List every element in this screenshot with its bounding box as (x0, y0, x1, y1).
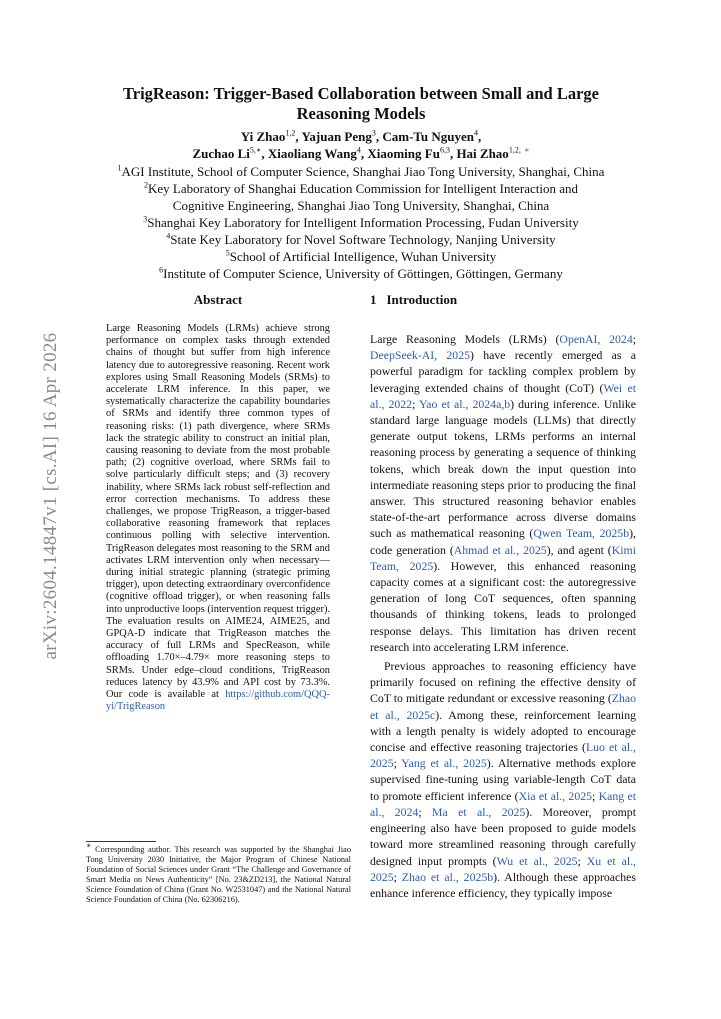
paper-title (86, 84, 636, 124)
code-link[interactable]: https://github.com/QQQ-yi/TrigReason (106, 689, 330, 713)
affiliation-line (70, 248, 652, 265)
citation-link[interactable]: Xu et al., 2025 (370, 853, 636, 884)
footnote-rule (86, 841, 156, 842)
authors-line-1 (86, 128, 636, 145)
authors-line-2 (86, 145, 636, 162)
intro-text: ; (393, 756, 402, 771)
citation-link[interactable]: Ma et al., 2025 (432, 804, 526, 819)
intro-text: ; (577, 853, 587, 868)
arxiv-stamp (36, 303, 66, 689)
footnote (86, 841, 351, 904)
author-affil-mark: 4 (356, 145, 361, 155)
intro-text: ). Moreover, prompt engineering also have been proposed to guide models toward more streamlined reasoning through carefully designed input prompts ( (370, 804, 636, 868)
intro-text: ), and agent ( (546, 542, 612, 557)
affiliation-line (70, 231, 652, 248)
abstract-body (106, 323, 330, 714)
intro-text: ), code generation ( (370, 526, 636, 557)
citation-link[interactable]: Ahmad et al., 2025 (453, 542, 547, 557)
intro-text: ). However, this enhanced reasoning capacity comes at a significant cost: the autoregressive generation of long CoT sequences, often spanning thousands of thinking tokens, leads to prolonged response delays. This limitation has driven recent research into accelerating LRM inference. (370, 558, 636, 654)
citation-link[interactable]: Luo et al., 2025 (370, 740, 637, 771)
arxiv-stamp-text: arXiv:2604.14847v1 [cs.AI] 16 Apr 2026 (40, 332, 61, 660)
affiliation-number: 5 (225, 248, 230, 258)
affiliation-number: 4 (166, 231, 171, 241)
affiliation-text: AGI Institute, School of Computer Science, Shanghai Jiao Tong University, Shanghai, China (121, 164, 605, 179)
intro-text: ; (412, 396, 419, 411)
affiliation-number: 1 (117, 163, 122, 173)
intro-paragraph (370, 331, 636, 655)
citation-link[interactable]: Yao et al., 2024a,b (418, 396, 511, 411)
author-name: Xiaoming Fu (367, 146, 440, 161)
affiliation-text: Key Laboratory of Shanghai Education Commission for Intelligent Interaction and (148, 181, 578, 196)
author-affil-mark: 3 (371, 128, 376, 138)
intro-text: ; (418, 804, 433, 819)
intro-text: ) during inference. Unlike standard large language models (LLMs) that directly generate output tokens, LRMs performs an internal reasoning process by generating a sequence of thinking tokens, which break down the input question into intermediate reasoning steps prior to producing the final answer. This structured reasoning behavior enables state-of-the-art performance across diverse domains such as mathematical reasoning ( (370, 396, 636, 541)
affiliation-number: 3 (143, 214, 148, 224)
author-name: Hai Zhao (456, 146, 509, 161)
citation-link[interactable]: Qwen Team, 2025b (533, 526, 630, 541)
affiliation-line (70, 265, 652, 282)
affiliation-number: 6 (159, 265, 164, 275)
author-name: Yajuan Peng (301, 129, 372, 144)
introduction-body (370, 331, 636, 901)
citation-link[interactable]: Zhao et al., 2025b (401, 869, 494, 884)
section-heading-introduction (370, 292, 457, 308)
author-affil-mark: 1,2, (508, 145, 521, 155)
author-affil-mark: 5,∗ (249, 145, 262, 155)
citation-link[interactable]: OpenAI, 2024 (559, 332, 633, 346)
affiliation-text: State Key Laboratory for Novel Software Technology, Nanjing University (170, 232, 556, 247)
title-line-1: TrigReason: Trigger-Based Collaboration between Small and Large (122, 84, 600, 103)
author-separator: , (360, 146, 368, 161)
footnote-text: Corresponding author. This research was supported by the Shanghai Jiao Tong University 2030 Initiative, the Major Program of Chinese National Foundation of Social Sciences under Grant “The Challenge and Governance of Smart Media on News Authenticity” [No. 23&ZD213], the National Natural Science Foundation of China (Grant No. W2531047) and the National Natural Science Foundation of China (No. 62306216). (86, 845, 351, 904)
section-number: 1 (370, 292, 377, 307)
affiliations (70, 163, 652, 282)
affiliation-number: 2 (144, 180, 148, 190)
citation-link[interactable]: Kang et al., 2024 (370, 788, 636, 819)
citation-link[interactable]: Xia et al., 2025 (518, 788, 593, 803)
affiliation-text: Cognitive Engineering, Shanghai Jiao Tong University, Shanghai, China (172, 198, 550, 213)
affiliation-line (70, 180, 652, 197)
author-separator: , (478, 129, 482, 144)
abstract-text: Large Reasoning Models (LRMs) achieve strong performance on complex tasks through extended chains of thought but suffer from high inference latency due to autoregressive reasoning. Recent work explores using Small Reasoning Models (SRMs) to accelerate LRM inference. In this paper, we systematically characterize the capability boundaries of SRMs and identify three common types of reasoning risks: (1) path divergence, where SRMs lack the strategic ability to construct an initial plan, causing reasoning to deviate from the most probable path; (2) cognitive overload, where SRMs fail to solve particularly difficult steps; and (3) recovery inability, where SRMs lack robust self-reflection and error correction mechanisms. To address these challenges, we propose TrigReason, a trigger-based collaborative reasoning framework that replaces continuous polling with selective intervention. TrigReason delegates most reasoning to the SRM and activates LRM intervention only when necessary—during initial strategic planning (strategic priming trigger), upon detecting extraordinary overconfidence (cognitive offload trigger), or when reasoning falls into unproductive loops (intervention request trigger). The evaluation results on AIME24, AIME25, and GPQA-D indicate that TrigReason matches the accuracy of full LRMs and SpecReason, while offloading 1.70×–4.79× more reasoning steps to SRMs. Under edge–cloud conditions, TrigReason reduces latency by 43.9% and API cost by 73.3%. Our code is available at (106, 323, 330, 701)
author-list (86, 128, 636, 162)
intro-text: ). Although these approaches enhance inference efficiency, they typically impose (370, 869, 636, 900)
author-separator: , (449, 146, 457, 161)
citation-link[interactable]: DeepSeek-AI, 2025 (370, 348, 471, 363)
citation-link[interactable]: Wu et al., 2025 (496, 853, 578, 868)
intro-text: ; (592, 788, 599, 803)
citation-link[interactable]: Wei et al., 2022 (370, 380, 636, 411)
corresponding-author-mark: ∗ (524, 145, 530, 155)
author-affil-mark: 1,2 (285, 128, 296, 138)
affiliation-text: Shanghai Key Laboratory for Intelligent Information Processing, Fudan University (147, 215, 579, 230)
author-name: Yi Zhao (240, 129, 286, 144)
author-affil-mark: 6,3 (439, 145, 450, 155)
citation-link[interactable]: Kimi Team, 2025 (370, 542, 636, 573)
author-separator: , (261, 146, 268, 161)
author-name: Xiaoliang Wang (267, 146, 357, 161)
affiliation-text: Institute of Computer Science, University of Göttingen, Göttingen, Germany (163, 266, 563, 281)
citation-link[interactable]: Yang et al., 2025 (401, 756, 487, 771)
intro-text: ; (393, 869, 402, 884)
author-name: Cam-Tu Nguyen (382, 129, 474, 144)
abstract-heading: Abstract (193, 292, 243, 307)
citation-link[interactable]: Zhao et al., 2025c (370, 691, 636, 722)
intro-text: ). Among these, reinforcement learning with a length penalty is widely adopted to encourage concise and effective reasoning trajectories ( (370, 707, 636, 755)
intro-text: ; (632, 332, 636, 346)
title-line-2: Reasoning Models (296, 104, 426, 123)
affiliation-line (70, 214, 652, 231)
author-separator: , (375, 129, 383, 144)
affiliation-text: School of Artificial Intelligence, Wuhan University (229, 249, 497, 264)
intro-text: Previous approaches to reasoning efficiency have primarily focused on refining the effective density of CoT to mitigate redundant or excessive reasoning ( (370, 659, 636, 706)
intro-text: ) have recently emerged as a powerful paradigm for tackling complex problem by leveraging extended chains of thought (CoT) ( (370, 348, 636, 395)
footnote-mark: ∗ (86, 841, 92, 851)
section-title: Introduction (386, 292, 458, 307)
author-affil-mark: 4 (474, 128, 478, 138)
affiliation-line (70, 197, 652, 214)
intro-text: Large Reasoning Models (LRMs) ( (370, 332, 560, 346)
intro-text: ). Alternative methods explore supervised fine-tuning using variable-length CoT data to promote efficient inference ( (370, 756, 636, 803)
affiliation-line (70, 163, 652, 180)
intro-paragraph (370, 658, 636, 901)
author-name: Zuchao Li (192, 146, 250, 161)
author-separator: , (295, 129, 302, 144)
